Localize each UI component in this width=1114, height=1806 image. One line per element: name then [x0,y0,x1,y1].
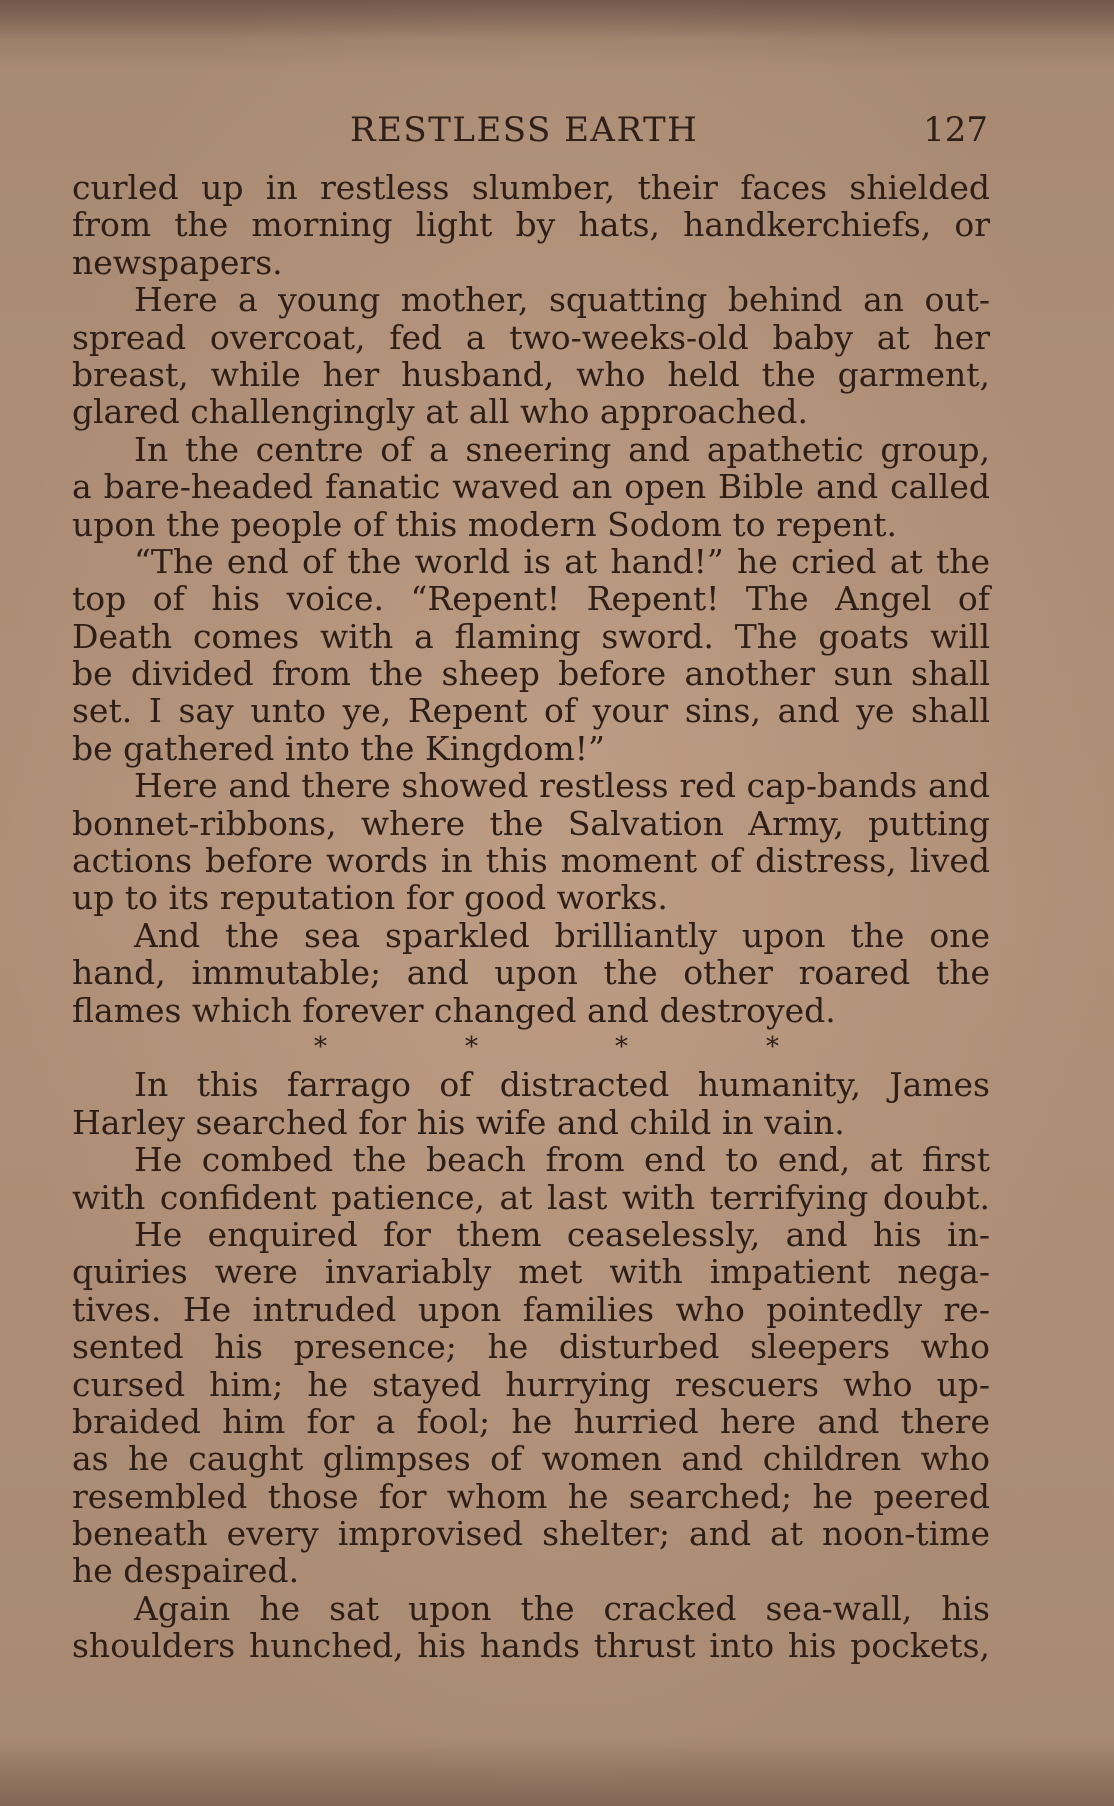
text-line: hand, immutable; and upon the other roared the [72,953,990,993]
text-line: tives. He intruded upon families who pointedly re- [72,1289,990,1329]
text-line: be divided from the sheep before another sun shall [72,654,990,694]
text-line: he despaired. [72,1551,300,1591]
text-line: glared challengingly at all who approached. [72,392,808,432]
text-line: “The end of the world is at hand!” he cried at the [134,541,990,581]
section-break-star: * [314,1031,327,1062]
text-line: newspapers. [72,242,283,282]
running-title: RESTLESS EARTH [350,110,699,150]
page-header [70,110,988,154]
text-line: In this farrago of distracted humanity, James [134,1065,990,1105]
text-line: He enquired for them ceaselessly, and his in- [134,1214,990,1254]
text-line: with confident patience, at last with terrifying doubt. [72,1177,990,1217]
text-line: He combed the beach from end to end, at first [134,1140,990,1180]
section-break [72,1029,990,1066]
text-line: up to its reputation for good works. [72,878,668,918]
text-line: upon the people of this modern Sodom to repent. [72,504,897,544]
text-line: Here and there showed restless red cap-bands and [134,766,990,806]
text-line: be gathered into the Kingdom!” [72,728,605,768]
text-line: shoulders hunched, his hands thrust into his pockets, [72,1626,990,1666]
text-line: bonnet-ribbons, where the Salvation Army, putting [72,803,990,843]
text-line: resembled those for whom he searched; he peered [72,1476,990,1516]
text-line: beneath every improvised shelter; and at noon-time [72,1514,990,1554]
section-break-star: * [615,1031,628,1062]
text-line: flames which forever changed and destroyed. [72,990,836,1030]
text-line: breast, while her husband, who held the garment, [72,354,990,394]
text-line: Harley searched for his wife and child in vain. [72,1102,845,1142]
page-number: 127 [923,110,988,150]
text-line: Here a young mother, squatting behind an out- [134,280,990,320]
text-line: spread overcoat, fed a two-weeks-old baby at her [72,317,990,357]
text-line: from the morning light by hats, handkerchiefs, or [72,205,990,245]
text-line: as he caught glimpses of women and children who [72,1439,990,1479]
section-break-star: * [766,1031,779,1062]
text-line: Death comes with a flaming sword. The goats will [72,616,990,656]
text-line: cursed him; he stayed hurrying rescuers who up- [72,1364,990,1404]
section-break-star: * [465,1031,478,1062]
text-line: sented his presence; he disturbed sleepers who [72,1327,990,1367]
text-line: Again he sat upon the cracked sea-wall, his [134,1588,990,1628]
text-line: quiries were invariably met with impatient nega- [72,1252,990,1292]
body-text [72,169,990,1665]
text-line: In the centre of a sneering and apathetic group, [134,429,990,469]
text-line: actions before words in this moment of distress, lived [72,841,990,881]
text-line: top of his voice. “Repent! Repent! The Angel of [72,579,990,619]
text-line: a bare-headed fanatic waved an open Bible and called [72,467,990,507]
text-line: braided him for a fool; he hurried here and there [72,1401,990,1441]
text-line: set. I say unto ye, Repent of your sins, and ye shall [72,691,990,731]
text-line: And the sea sparkled brilliantly upon the one [134,915,990,955]
text-line: curled up in restless slumber, their faces shielded [72,168,990,207]
